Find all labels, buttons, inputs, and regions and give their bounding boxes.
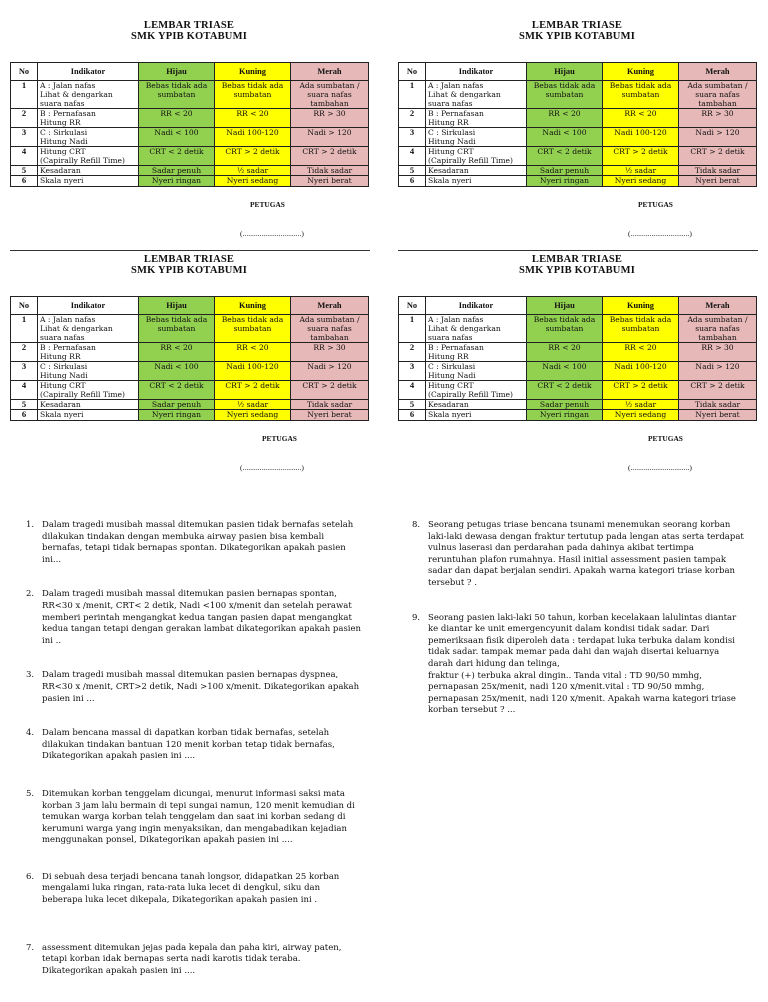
cell-no: 4	[11, 381, 38, 400]
cell-indikator: C : Sirkulasi Hitung Nadi	[426, 362, 527, 381]
question-text: assessment ditemukan jejas pada kepala dan paha kiri, airway paten, tetapi korban idak bernapas serta nadi karotis tidak teraba. Dikategorikan apakah pasien ini ....	[42, 942, 342, 976]
header-hijau: Hijau	[139, 63, 215, 81]
cell-hijau: Sadar penuh	[527, 166, 603, 176]
cell-merah: CRT > 2 detik	[291, 147, 369, 166]
cell-no: 2	[399, 109, 426, 128]
cell-kuning: CRT > 2 detik	[603, 381, 679, 400]
table-row	[399, 147, 757, 166]
table-row	[399, 166, 757, 176]
question-text: Seorang petugas triase bencana tsunami menemukan seorang korban laki-laki dewasa dengan fraktur tertutup pada lengan atas serta terdapat vulnus laserasi dan perdarahan pada dahinya akibat tertimpa reruntuhan plafon rumahnya. Hasil initial assessment pasien tampak sadar dan dapat berjalan sendiri. Apakah warna kategori triase korban tersebut ? .	[428, 520, 744, 588]
cell-indikator: Skala nyeri	[426, 410, 527, 421]
cell-merah: Nadi > 120	[291, 362, 369, 381]
card-title-line2: SMK YPIB KOTABUMI	[519, 265, 635, 276]
cell-merah: RR > 30	[679, 343, 757, 362]
cell-indikator: B : Pernafasan Hitung RR	[38, 109, 139, 128]
cell-kuning: Nyeri sedang	[603, 410, 679, 421]
cell-no: 5	[11, 166, 38, 176]
cell-merah: Ada sumbatan / suara nafas tambahan	[679, 81, 757, 109]
cell-merah: Tidak sadar	[291, 400, 369, 410]
cell-hijau: Nadi < 100	[139, 362, 215, 381]
cell-hijau: Nyeri ringan	[139, 410, 215, 421]
question-list-right	[412, 520, 757, 717]
cell-hijau: CRT < 2 detik	[139, 381, 215, 400]
cell-kuning: Bebas tidak ada sumbatan	[603, 81, 679, 109]
table-row	[11, 400, 369, 410]
cell-merah: Ada sumbatan / suara nafas tambahan	[679, 315, 757, 343]
cell-hijau: Sadar penuh	[139, 400, 215, 410]
header-merah: Merah	[679, 63, 757, 81]
cell-merah: Nyeri berat	[679, 176, 757, 187]
table-row	[11, 81, 369, 109]
cell-no: 6	[399, 410, 426, 421]
cell-kuning: Nyeri sedang	[215, 176, 291, 187]
header-indikator: Indikator	[38, 63, 139, 81]
header-no: No	[399, 297, 426, 315]
header-hijau: Hijau	[527, 63, 603, 81]
cell-indikator: Kesadaran	[426, 166, 527, 176]
cell-hijau: RR < 20	[139, 343, 215, 362]
question-text: Seorang pasien laki-laki 50 tahun, korban kecelakaan lalulintas diantar ke diantar ke unit emergencyunit dalam kondisi tidak sadar. Dari pemeriksaan fisik diperoleh data : terdapat luka terbuka dalam kondisi tidak sadar. tampak memar pada dahi dan wajah disertai keluarnya darah dari hidung dan telinga, fraktur (+) terbuka akral dingin.. Tanda vital : TD 90/50 mmhg, pernapasan 25x/menit, nadi 120 x/menit.vital : TD 90/50 mmhg, pernapasan 25x/menit, nadi 120 x/menit. Apakah warna kategori triase korban tersebut ? ...	[428, 612, 737, 716]
card-title-line1: LEMBAR TRIASE	[531, 20, 623, 31]
table-row	[11, 166, 369, 176]
cell-no: 1	[399, 315, 426, 343]
divider-right	[398, 250, 758, 251]
cell-indikator: B : Pernafasan Hitung RR	[426, 343, 527, 362]
header-indikator: Indikator	[426, 297, 527, 315]
triage-card	[398, 20, 756, 187]
question-number: 4.	[26, 728, 35, 739]
triage-table	[398, 62, 757, 187]
cell-merah: Ada sumbatan / suara nafas tambahan	[291, 81, 369, 109]
cell-no: 3	[11, 362, 38, 381]
triage-card	[398, 254, 756, 421]
table-row	[399, 381, 757, 400]
cell-indikator: Kesadaran	[38, 166, 139, 176]
triage-card	[10, 20, 368, 187]
cell-hijau: CRT < 2 detik	[139, 147, 215, 166]
cell-no: 3	[11, 128, 38, 147]
cell-indikator: C : Sirkulasi Hitung Nadi	[38, 362, 139, 381]
question-text: Di sebuah desa terjadi bencana tanah longsor, didapatkan 25 korban mengalami luka ringan, rata-rata luka lecet di dengkul, siku dan beberapa luka lecet dikepala, Dikategorikan apakah pasien ini .	[42, 871, 340, 906]
cell-merah: Tidak sadar	[679, 400, 757, 410]
table-row	[11, 147, 369, 166]
cell-indikator: Skala nyeri	[38, 410, 139, 421]
cell-indikator: A : Jalan nafas Lihat & dengarkan suara nafas	[38, 315, 139, 343]
cell-kuning: Nadi 100-120	[215, 128, 291, 147]
cell-no: 1	[11, 81, 38, 109]
question-number: 5.	[26, 788, 35, 799]
cell-no: 1	[11, 315, 38, 343]
question-item	[26, 872, 376, 907]
cell-hijau: Nyeri ringan	[527, 410, 603, 421]
cell-no: 4	[399, 147, 426, 166]
cell-indikator: Kesadaran	[38, 400, 139, 410]
cell-indikator: A : Jalan nafas Lihat & dengarkan suara nafas	[38, 81, 139, 109]
signature-line: (...............................)	[628, 463, 692, 472]
cell-merah: Nyeri berat	[679, 410, 757, 421]
cell-hijau: Bebas tidak ada sumbatan	[139, 315, 215, 343]
card-title-line2: SMK YPIB KOTABUMI	[519, 31, 635, 42]
question-list-left	[26, 520, 376, 977]
header-hijau: Hijau	[139, 297, 215, 315]
header-kuning: Kuning	[215, 297, 291, 315]
cell-no: 3	[399, 362, 426, 381]
table-row	[399, 410, 757, 421]
table-row	[399, 176, 757, 187]
cell-no: 2	[399, 343, 426, 362]
cell-indikator: Hitung CRT (Capirally Refill Time)	[426, 147, 527, 166]
cell-kuning: ½ sadar	[603, 166, 679, 176]
cell-kuning: Bebas tidak ada sumbatan	[215, 315, 291, 343]
divider-left	[10, 250, 370, 251]
table-row	[399, 128, 757, 147]
cell-hijau: CRT < 2 detik	[527, 147, 603, 166]
table-row	[399, 362, 757, 381]
cell-hijau: Bebas tidak ada sumbatan	[527, 315, 603, 343]
cell-kuning: RR < 20	[215, 343, 291, 362]
header-no: No	[399, 63, 426, 81]
cell-kuning: CRT > 2 detik	[603, 147, 679, 166]
cell-hijau: Bebas tidak ada sumbatan	[527, 81, 603, 109]
table-row	[11, 362, 369, 381]
table-row	[399, 400, 757, 410]
cell-indikator: Hitung CRT (Capirally Refill Time)	[38, 381, 139, 400]
question-item	[412, 613, 757, 717]
cell-no: 2	[11, 109, 38, 128]
question-item	[26, 789, 376, 847]
question-number: 6.	[26, 871, 35, 882]
cell-indikator: Kesadaran	[426, 400, 527, 410]
table-row	[399, 343, 757, 362]
cell-kuning: Nadi 100-120	[215, 362, 291, 381]
cell-hijau: Bebas tidak ada sumbatan	[139, 81, 215, 109]
header-merah: Merah	[291, 63, 369, 81]
cell-merah: CRT > 2 detik	[679, 381, 757, 400]
signature-line: (...............................)	[240, 229, 304, 238]
header-no: No	[11, 297, 38, 315]
cell-merah: CRT > 2 detik	[291, 381, 369, 400]
cell-kuning: RR < 20	[603, 343, 679, 362]
question-item	[26, 728, 376, 763]
table-row	[11, 381, 369, 400]
card-title-line2: SMK YPIB KOTABUMI	[131, 31, 247, 42]
cell-hijau: Nyeri ringan	[527, 176, 603, 187]
question-item	[26, 670, 376, 705]
cell-merah: CRT > 2 detik	[679, 147, 757, 166]
header-indikator: Indikator	[38, 297, 139, 315]
cell-no: 6	[399, 176, 426, 187]
table-row	[11, 315, 369, 343]
cell-no: 3	[399, 128, 426, 147]
cell-hijau: RR < 20	[139, 109, 215, 128]
cell-kuning: ½ sadar	[603, 400, 679, 410]
header-kuning: Kuning	[603, 297, 679, 315]
cell-merah: Nadi > 120	[291, 128, 369, 147]
header-kuning: Kuning	[603, 63, 679, 81]
header-indikator: Indikator	[426, 63, 527, 81]
cell-hijau: Nadi < 100	[527, 362, 603, 381]
question-item	[26, 943, 376, 978]
cell-hijau: RR < 20	[527, 343, 603, 362]
petugas-label: PETUGAS	[638, 200, 673, 209]
header-no: No	[11, 63, 38, 81]
cell-hijau: Nyeri ringan	[139, 176, 215, 187]
cell-no: 6	[11, 410, 38, 421]
table-row	[399, 109, 757, 128]
question-number: 3.	[26, 670, 35, 681]
cell-merah: RR > 30	[291, 109, 369, 128]
cell-merah: Nadi > 120	[679, 362, 757, 381]
cell-hijau: Sadar penuh	[139, 166, 215, 176]
cell-indikator: B : Pernafasan Hitung RR	[38, 343, 139, 362]
table-row	[11, 176, 369, 187]
cell-no: 5	[11, 400, 38, 410]
question-item	[412, 520, 757, 590]
header-hijau: Hijau	[527, 297, 603, 315]
card-title-line1: LEMBAR TRIASE	[531, 254, 623, 265]
table-row	[399, 315, 757, 343]
cell-indikator: C : Sirkulasi Hitung Nadi	[38, 128, 139, 147]
cell-indikator: A : Jalan nafas Lihat & dengarkan suara nafas	[426, 81, 527, 109]
cell-hijau: RR < 20	[527, 109, 603, 128]
cell-no: 4	[399, 381, 426, 400]
question-item	[26, 520, 376, 566]
cell-no: 5	[399, 400, 426, 410]
cell-indikator: Skala nyeri	[426, 176, 527, 187]
question-text: Dalam tragedi musibah massal ditemukan pasien tidak bernafas setelah dilakukan tindakan dengan membuka airway pasien bisa kembali bernafas, tetapi tidak bernapas spontan. Dikategorikan apakah pasien ini...	[42, 520, 354, 565]
cell-merah: RR > 30	[679, 109, 757, 128]
table-row	[11, 410, 369, 421]
card-title-line1: LEMBAR TRIASE	[143, 20, 235, 31]
cell-merah: Nadi > 120	[679, 128, 757, 147]
question-number: 2.	[26, 589, 35, 600]
petugas-label: PETUGAS	[648, 434, 683, 443]
header-merah: Merah	[679, 297, 757, 315]
cell-kuning: Nyeri sedang	[215, 410, 291, 421]
cell-kuning: RR < 20	[215, 109, 291, 128]
cell-no: 4	[11, 147, 38, 166]
table-row	[11, 343, 369, 362]
petugas-label: PETUGAS	[250, 200, 285, 209]
cell-merah: Nyeri berat	[291, 176, 369, 187]
cell-hijau: Nadi < 100	[139, 128, 215, 147]
question-text: Dalam tragedi musibah massal ditemukan pasien bernapas dyspnea, RR<30 x /menit, CRT>2 detik, Nadi >100 x/menit. Dikategorikan apakah pasien ini ...	[42, 670, 360, 704]
card-title-line2: SMK YPIB KOTABUMI	[131, 265, 247, 276]
cell-merah: RR > 30	[291, 343, 369, 362]
triage-table	[10, 62, 369, 187]
cell-kuning: Nadi 100-120	[603, 128, 679, 147]
question-text: Dalam tragedi musibah massal ditemukan pasien bernapas spontan, RR<30 x /menit, CRT< 2 detik, Nadi <100 x/menit dan setelah perawat memberi perintah mengangkat kedua tangan pasien dapat mengangkat kedua tangan tetapi dengan gerakan lambat dikategorikan apakah pasien ini ..	[42, 589, 362, 646]
cell-merah: Nyeri berat	[291, 410, 369, 421]
card-title-line1: LEMBAR TRIASE	[143, 254, 235, 265]
cell-indikator: Hitung CRT (Capirally Refill Time)	[38, 147, 139, 166]
question-text: Dalam bencana massal di dapatkan korban tidak bernafas, setelah dilakukan tindakan bantuan 120 menit korban tetap tidak bernafas, Dikategorikan apakah pasien ini ....	[42, 728, 335, 762]
cell-kuning: Nyeri sedang	[603, 176, 679, 187]
question-number: 7.	[26, 942, 35, 953]
table-row	[399, 81, 757, 109]
question-number: 9.	[412, 612, 421, 623]
table-row	[11, 128, 369, 147]
triage-table	[398, 296, 757, 421]
cell-indikator: Hitung CRT (Capirally Refill Time)	[426, 381, 527, 400]
cell-kuning: CRT > 2 detik	[215, 147, 291, 166]
question-number: 1.	[26, 520, 35, 530]
cell-merah: Tidak sadar	[679, 166, 757, 176]
question-item	[26, 589, 376, 647]
petugas-label: PETUGAS	[262, 434, 297, 443]
header-kuning: Kuning	[215, 63, 291, 81]
cell-no: 1	[399, 81, 426, 109]
cell-kuning: RR < 20	[603, 109, 679, 128]
cell-merah: Tidak sadar	[291, 166, 369, 176]
cell-no: 2	[11, 343, 38, 362]
cell-kuning: CRT > 2 detik	[215, 381, 291, 400]
cell-hijau: Nadi < 100	[527, 128, 603, 147]
cell-no: 6	[11, 176, 38, 187]
question-number: 8.	[412, 520, 421, 530]
cell-merah: Ada sumbatan / suara nafas tambahan	[291, 315, 369, 343]
triage-table	[10, 296, 369, 421]
cell-hijau: Sadar penuh	[527, 400, 603, 410]
cell-kuning: ½ sadar	[215, 166, 291, 176]
cell-kuning: Nadi 100-120	[603, 362, 679, 381]
cell-indikator: A : Jalan nafas Lihat & dengarkan suara nafas	[426, 315, 527, 343]
cell-kuning: Bebas tidak ada sumbatan	[215, 81, 291, 109]
cell-kuning: Bebas tidak ada sumbatan	[603, 315, 679, 343]
cell-indikator: Skala nyeri	[38, 176, 139, 187]
question-text: Ditemukan korban tenggelam dicungai, menurut informasi saksi mata korban 3 jam lalu bermain di tepi sungai namun, 120 menit kemudian di temukan warga korban telah tenggelam dan saat ini korban sedang di kerumuni warga yang ingin menyaksikan, dan mengabadikan kejadian menggunakan ponsel, Dikategorikan apakah pasien ini ....	[42, 788, 355, 846]
cell-indikator: B : Pernafasan Hitung RR	[426, 109, 527, 128]
table-row	[11, 109, 369, 128]
triage-card	[10, 254, 368, 421]
header-merah: Merah	[291, 297, 369, 315]
cell-kuning: ½ sadar	[215, 400, 291, 410]
signature-line: (...............................)	[240, 463, 304, 472]
cell-indikator: C : Sirkulasi Hitung Nadi	[426, 128, 527, 147]
signature-line: (...............................)	[628, 229, 692, 238]
cell-hijau: CRT < 2 detik	[527, 381, 603, 400]
cell-no: 5	[399, 166, 426, 176]
